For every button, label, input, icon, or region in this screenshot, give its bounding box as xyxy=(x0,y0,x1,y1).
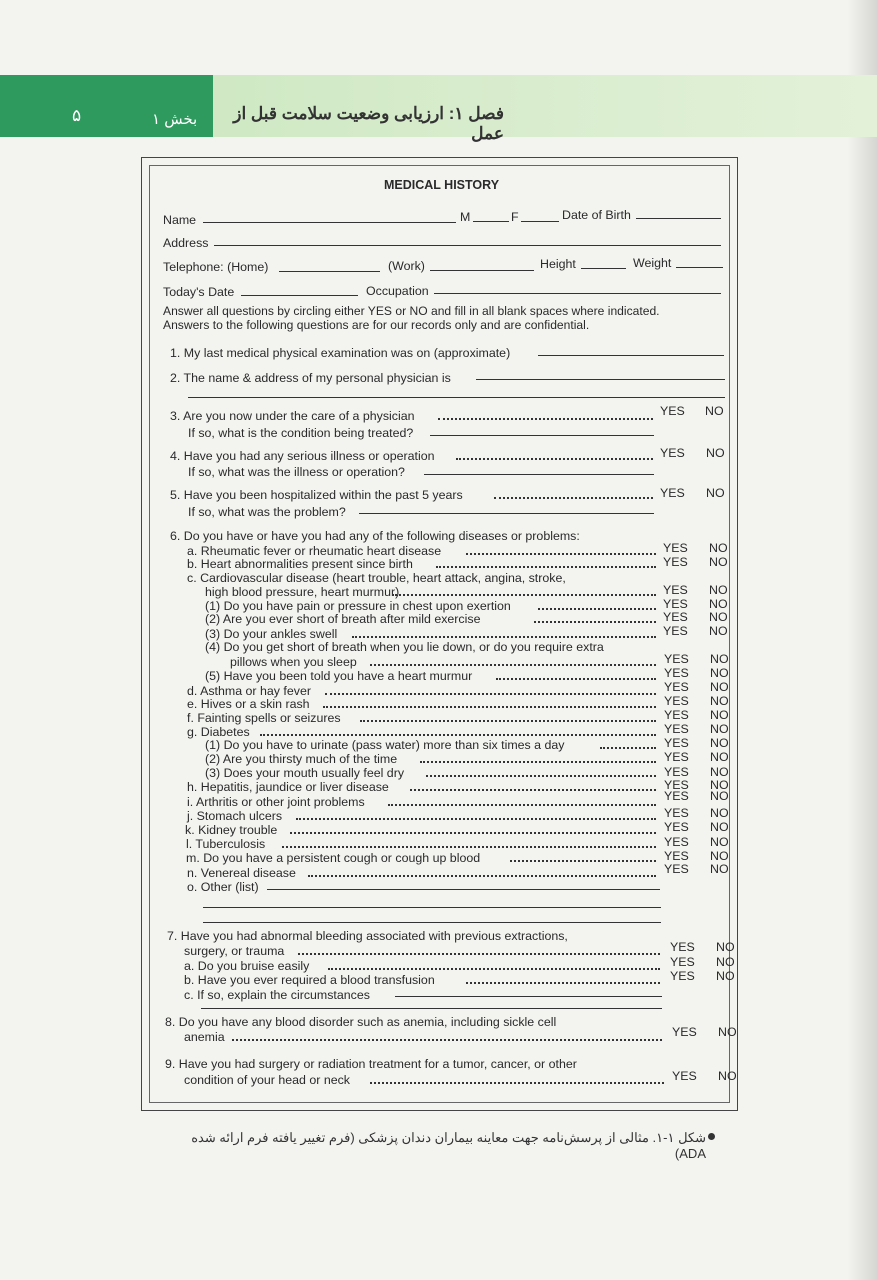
question-6d: d. Asthma or hay fever xyxy=(187,684,311,698)
q6a-yes[interactable]: YES xyxy=(663,541,688,555)
leader-dots xyxy=(436,566,656,568)
leader-dots xyxy=(420,761,656,763)
question-6c1: (1) Do you have pain or pressure in chest upon exertion xyxy=(205,599,511,613)
leader-dots xyxy=(600,747,656,749)
q7b-yes[interactable]: YES xyxy=(670,969,695,983)
question-6c-cont: high blood pressure, heart murmur) xyxy=(205,585,400,599)
question-5-followup: If so, what was the problem? xyxy=(188,505,346,519)
q2-answer-field[interactable] xyxy=(476,379,725,380)
leader-dots xyxy=(426,775,656,777)
q6c4-no[interactable]: NO xyxy=(710,652,729,666)
question-6c4: (4) Do you get short of breath when you lie down, or do you require extra xyxy=(205,640,604,654)
q6c5-no[interactable]: NO xyxy=(710,666,729,680)
leader-dots xyxy=(328,968,660,970)
q6g2-no[interactable]: NO xyxy=(710,750,729,764)
leader-dots xyxy=(410,789,656,791)
weight-label: Weight xyxy=(633,256,672,270)
q6c3-yes[interactable]: YES xyxy=(663,624,688,638)
question-7c: c. If so, explain the circumstances xyxy=(184,988,370,1002)
q6h-yes[interactable]: YES xyxy=(664,778,689,792)
q6a-no[interactable]: NO xyxy=(709,541,728,555)
leader-dots xyxy=(290,832,656,834)
q6g3-yes[interactable]: YES xyxy=(664,765,689,779)
question-8: 8. Do you have any blood disorder such as anemia, including sickle cell xyxy=(165,1015,557,1029)
leader-dots xyxy=(360,720,656,722)
figure-caption: شکل ۱-۱. مثالی از پرسش‌نامه جهت معاینه بیماران دندان پزشکی (فرم تغییر یافته فرم ارائه شده ADA) xyxy=(191,1130,706,1161)
q8-yes[interactable]: YES xyxy=(672,1025,697,1039)
address-label: Address xyxy=(163,236,209,250)
question-6m: m. Do you have a persistent cough or cough up blood xyxy=(186,851,481,865)
leader-dots xyxy=(466,982,660,984)
q7-no[interactable]: NO xyxy=(716,940,735,954)
q6g1-no[interactable]: NO xyxy=(710,736,729,750)
q6c1-yes[interactable]: YES xyxy=(663,597,688,611)
address-field[interactable] xyxy=(214,245,721,246)
leader-dots xyxy=(325,693,656,695)
q6c1-no[interactable]: NO xyxy=(709,597,728,611)
q6i-no[interactable]: NO xyxy=(710,789,729,803)
q6c-no[interactable]: NO xyxy=(709,583,728,597)
q6d-no[interactable]: NO xyxy=(710,680,729,694)
instructions-line-1: Answer all questions by circling either YES or NO and fill in all blank spaces where indicated. xyxy=(163,304,660,318)
page-number: ۵ xyxy=(72,106,82,125)
male-field[interactable] xyxy=(473,221,509,222)
q6k-no[interactable]: NO xyxy=(710,820,729,834)
leader-dots xyxy=(370,664,656,666)
question-7b: b. Have you ever required a blood transfusion xyxy=(184,973,435,987)
leader-dots xyxy=(456,458,653,460)
q6n-no[interactable]: NO xyxy=(710,862,729,876)
q6l-no[interactable]: NO xyxy=(710,835,729,849)
question-7: 7. Have you had abnormal bleeding associated with previous extractions, xyxy=(167,929,568,943)
q7c-explain-field[interactable] xyxy=(395,996,662,997)
leader-dots xyxy=(392,594,656,596)
q3-yes[interactable]: YES xyxy=(660,404,685,418)
q7b-no[interactable]: NO xyxy=(716,969,735,983)
question-6e: e. Hives or a skin rash xyxy=(187,697,310,711)
q7a-no[interactable]: NO xyxy=(716,955,735,969)
q6n-yes[interactable]: YES xyxy=(664,862,689,876)
leader-dots xyxy=(308,875,656,877)
q6o-other-field[interactable] xyxy=(267,889,660,890)
q6c4-yes[interactable]: YES xyxy=(664,652,689,666)
q6g-yes[interactable]: YES xyxy=(664,722,689,736)
question-6l: l. Tuberculosis xyxy=(186,837,266,851)
leader-dots xyxy=(534,621,656,623)
question-9-cont: condition of your head or neck xyxy=(184,1073,351,1087)
question-6g1: (1) Do you have to urinate (pass water) more than six times a day xyxy=(205,738,565,752)
q6m-yes[interactable]: YES xyxy=(664,849,689,863)
q6b-no[interactable]: NO xyxy=(709,555,728,569)
todays-date-field[interactable] xyxy=(241,295,358,296)
height-label: Height xyxy=(540,257,576,271)
instructions-line-2: Answers to the following questions are for our records only and are confidential. xyxy=(163,318,590,332)
question-6k: k. Kidney trouble xyxy=(185,823,278,837)
question-6c3: (3) Do your ankles swell xyxy=(205,627,338,641)
q5-followup-field[interactable] xyxy=(359,513,654,514)
q6g-no[interactable]: NO xyxy=(710,722,729,736)
q9-no[interactable]: NO xyxy=(718,1069,737,1083)
leader-dots xyxy=(438,418,653,420)
question-6: 6. Do you have or have you had any of the following diseases or problems: xyxy=(170,529,580,543)
question-6n: n. Venereal disease xyxy=(187,866,296,880)
q6j-yes[interactable]: YES xyxy=(664,806,689,820)
q5-yes[interactable]: YES xyxy=(660,486,685,500)
question-5: 5. Have you been hospitalized within the past 5 years xyxy=(170,488,463,502)
q7c-explain-field-2[interactable] xyxy=(201,1008,662,1009)
q6g2-yes[interactable]: YES xyxy=(664,750,689,764)
q6h-no[interactable]: NO xyxy=(710,778,729,792)
dob-label: Date of Birth xyxy=(562,208,631,222)
question-1: 1. My last medical physical examination was on (approximate) xyxy=(170,346,511,360)
question-6f: f. Fainting spells or seizures xyxy=(187,711,341,725)
q4-followup-field[interactable] xyxy=(424,474,654,475)
dob-field[interactable] xyxy=(636,218,721,219)
work-phone-field[interactable] xyxy=(430,270,534,271)
question-6b: b. Heart abnormalities present since birth xyxy=(187,557,413,571)
question-2: 2. The name & address of my personal physician is xyxy=(170,371,451,385)
caption-bullet-icon xyxy=(708,1133,715,1140)
leader-dots xyxy=(466,553,656,555)
leader-dots xyxy=(282,846,656,848)
q6g1-yes[interactable]: YES xyxy=(664,736,689,750)
q6c2-no[interactable]: NO xyxy=(709,610,728,624)
name-field[interactable] xyxy=(203,222,456,223)
section-label: بخش ۱ xyxy=(152,111,198,128)
todays-date-label: Today's Date xyxy=(163,285,235,299)
q8-no[interactable]: NO xyxy=(718,1025,737,1039)
height-field[interactable] xyxy=(581,268,626,269)
female-field[interactable] xyxy=(521,221,559,222)
chapter-title: فصل ۱: ارزیابی وضعیت سلامت قبل از عمل xyxy=(233,104,504,143)
page-edge-shadow xyxy=(847,0,877,1280)
question-3-followup: If so, what is the condition being treated? xyxy=(188,426,414,440)
question-3: 3. Are you now under the care of a physician xyxy=(170,409,415,423)
leader-dots xyxy=(494,497,653,499)
q1-answer-field[interactable] xyxy=(538,355,724,356)
leader-dots xyxy=(510,860,656,862)
leader-dots xyxy=(388,804,656,806)
q6e-yes[interactable]: YES xyxy=(664,694,689,708)
leader-dots xyxy=(352,636,656,638)
name-label: Name xyxy=(163,213,197,227)
question-6g3: (3) Does your mouth usually feel dry xyxy=(205,766,405,780)
q6f-no[interactable]: NO xyxy=(710,708,729,722)
weight-field[interactable] xyxy=(676,267,723,268)
form-title: MEDICAL HISTORY xyxy=(384,178,500,192)
q6i-yes[interactable]: YES xyxy=(664,789,689,803)
q6m-no[interactable]: NO xyxy=(710,849,729,863)
question-6g: g. Diabetes xyxy=(187,725,250,739)
leader-dots xyxy=(538,608,656,610)
q5-no[interactable]: NO xyxy=(706,486,725,500)
question-4: 4. Have you had any serious illness or operation xyxy=(170,449,435,463)
q6c3-no[interactable]: NO xyxy=(709,624,728,638)
question-6g2: (2) Are you thirsty much of the time xyxy=(205,752,398,766)
question-6o: o. Other (list) xyxy=(187,880,259,894)
question-6c4-cont: pillows when you sleep xyxy=(230,655,357,669)
q6f-yes[interactable]: YES xyxy=(664,708,689,722)
q6d-yes[interactable]: YES xyxy=(664,680,689,694)
q6k-yes[interactable]: YES xyxy=(664,820,689,834)
question-4-followup: If so, what was the illness or operation? xyxy=(188,465,405,479)
leader-dots xyxy=(370,1082,664,1084)
question-6h: h. Hepatitis, jaundice or liver disease xyxy=(187,780,389,794)
question-9: 9. Have you had surgery or radiation treatment for a tumor, cancer, or other xyxy=(165,1057,577,1071)
question-6c5: (5) Have you been told you have a heart murmur xyxy=(205,669,473,683)
question-6c2: (2) Are you ever short of breath after mild exercise xyxy=(205,612,481,626)
question-8-cont: anemia xyxy=(184,1030,225,1044)
question-7a: a. Do you bruise easily xyxy=(184,959,310,973)
leader-dots xyxy=(260,734,656,736)
question-6a: a. Rheumatic fever or rheumatic heart disease xyxy=(187,544,442,558)
home-phone-label: Telephone: (Home) xyxy=(163,260,269,274)
q6o-other-field-2[interactable] xyxy=(203,907,661,908)
q6b-yes[interactable]: YES xyxy=(663,555,688,569)
q7-yes[interactable]: YES xyxy=(670,940,695,954)
male-label: M xyxy=(460,210,471,224)
question-6j: j. Stomach ulcers xyxy=(187,809,283,823)
female-label: F xyxy=(511,210,519,224)
q6j-no[interactable]: NO xyxy=(710,806,729,820)
question-7-cont: surgery, or trauma xyxy=(184,944,285,958)
q3-no[interactable]: NO xyxy=(705,404,724,418)
work-phone-label: (Work) xyxy=(388,259,425,273)
leader-dots xyxy=(232,1039,662,1041)
leader-dots xyxy=(323,706,656,708)
q9-yes[interactable]: YES xyxy=(672,1069,697,1083)
q6l-yes[interactable]: YES xyxy=(664,835,689,849)
leader-dots xyxy=(296,818,656,820)
q6c2-yes[interactable]: YES xyxy=(663,610,688,624)
leader-dots xyxy=(496,678,656,680)
occupation-field[interactable] xyxy=(434,293,721,294)
q7a-yes[interactable]: YES xyxy=(670,955,695,969)
leader-dots xyxy=(298,953,660,955)
question-6c: c. Cardiovascular disease (heart trouble, heart attack, angina, stroke, xyxy=(187,571,566,585)
q6o-other-field-3[interactable] xyxy=(203,922,661,923)
question-6i: i. Arthritis or other joint problems xyxy=(187,795,365,809)
q4-yes[interactable]: YES xyxy=(660,446,685,460)
q6c-yes[interactable]: YES xyxy=(663,583,688,597)
q4-no[interactable]: NO xyxy=(706,446,725,460)
q6c5-yes[interactable]: YES xyxy=(664,666,689,680)
q6g3-no[interactable]: NO xyxy=(710,765,729,779)
q2-answer-field-2[interactable] xyxy=(188,397,725,398)
q3-followup-field[interactable] xyxy=(430,435,654,436)
home-phone-field[interactable] xyxy=(279,271,380,272)
q6e-no[interactable]: NO xyxy=(710,694,729,708)
occupation-label: Occupation xyxy=(366,284,429,298)
